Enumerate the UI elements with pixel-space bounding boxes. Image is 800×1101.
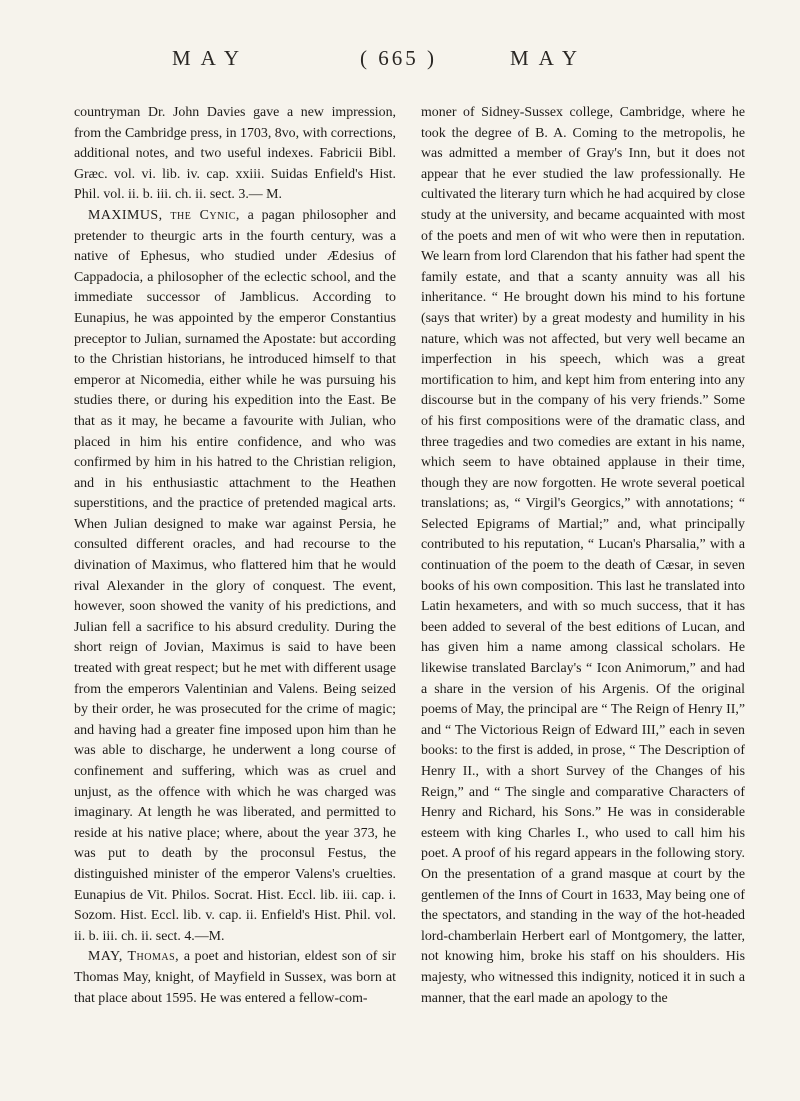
left-column xyxy=(74,103,396,1009)
entry-may xyxy=(74,947,396,1009)
running-header xyxy=(0,46,800,80)
header-right-word: MAY xyxy=(510,46,588,70)
entry-may-continuation: moner of Sidney-Sussex college, Cambridge, where he took the degree of B. A. Coming to the metropolis, he was admitted a member of Gray's Inn, but it does not appear that he ever studied the law professionally. He cultivated the literary turn which he had acquired by close study at the university, and became acquainted with most of the poets and men of wit who were then in reputation. We learn from lord Clarendon that his father had spent the family estate, and that a scanty annuity was all his inheritance. “ He brought down his mind to his fortune (says that writer) by a great modesty and humility in his nature, which was not affected, but very well became an imperfection in his speech, which was a great mortification to him, and kept him from entering into any discourse but in the company of his very friends.” Some of his first compositions were of the dramatic class, and three tragedies and two comedies are extant in his name, which seem to have obtained applause in their time, though they are now forgotten. He wrote several poetical translations; as, “ Virgil's Georgics,” with annotations; “ Selected Epigrams of Martial;” and, what principally contributed to his reputation, “ Lucan's Pharsalia,” with a continuation of the poem to the death of Cæsar, in seven books of his own composition. This last he translated into Latin hexameters, and with so much success, that it has been added to several of the best editions of Lucan, and has given him a name among classical scholars. He likewise translated Barclay's “ Icon Animorum,” and had a share in the version of his Argenis. Of the original poems of May, the principal are “ The Reign of Henry II,” and “ The Victorious Reign of Edward III,” each in seven books: to the first is added, in prose, “ The Description of Henry II., with a short Survey of the Changes of his Reign,” and “ The single and comparative Characters of Henry and Richard, his Sons.” He was in considerable esteem with king Charles I., who used to call him his poet. A proof of his regard appears in the following story. On the presentation of a grand masque at court by the gentlemen of the Inns of Court in 1633, May being one of the spectators, and standing in the way of the hot-headed lord-chamberlain Herbert earl of Montgomery, the latter, not knowing him, broke his staff on his shoulders. His majesty, who witnessed this indignity, noticed it in such a manner, that the earl made an apology to the xyxy=(421,105,745,1006)
entry-continuation-paragraph: countryman Dr. John Davies gave a new impression, from the Cambridge press, in 1703, 8vo, with corrections, additional notes, and two useful indexes. Fabricii Bibl. Græc. vol. vi. lib. iv. cap. xxiii. Suidas Enfield's Hist. Phil. vol. ii. b. iii. ch. ii. sect. 3.— M. xyxy=(74,105,396,203)
entry-body-maximus: a pagan philosopher and pretender to theurgic arts in the fourth century, was a native of Ephesus, who studied under Ædesius of Cappadocia, a philosopher of the eclectic school, and the immediate successor of Jamblicus. According to Eunapius, he was appointed by the emperor Constantius preceptor to Julian, surnamed the Apostate: but according to the Christian historians, he introduced himself to that emperor at Nicomedia, either while he was pursuing his studies there, or during his expedition into the East. Be that as it may, he became a favourite with Julian, who placed in him his entire confidence, and who was confirmed by him in his hatred to the Christian religion, and in his enthusiastic attachment to the Heathen superstitions, and the practice of pretended magical arts. When Julian designed to make war against Persia, he consulted different oracles, and had recourse to the divination of Maximus, who flattered him that he would rival Alexander in the glory of conquest. The event, however, soon showed the vanity of his predictions, and Julian fell a sacrifice to his absurd credulity. During the short reign of Jovian, Maximus is said to have been treated with great respect; but he met with different usage from the emperors Valentinian and Valens. Being seized by their order, he was prosecuted for the crime of magic; and having had a greater fine imposed upon him than he was able to discharge, he underwent a long course of confinement and suffering, which was as cruel and unjust, as the offence with which he was charged was imaginary. At length he was liberated, and permitted to reside at his native place; where, about the year 373, he was put to death by the proconsul Festus, the distinguished minister of the emperor Valens's cruelties. Eunapius de Vit. Philos. Socrat. Hist. Eccl. lib. iii. cap. i. Sozom. Hist. Eccl. lib. v. cap. ii. Enfield's Hist. Phil. vol. ii. b. iii. ch. ii. sect. 4.—M. xyxy=(74,207,396,944)
page-number: ( 665 ) xyxy=(360,46,437,70)
entry-epithet-maximus: the Cynic, xyxy=(170,207,240,223)
entry-headword-may: MAY, xyxy=(88,949,123,965)
right-column xyxy=(421,103,745,1009)
entry-headword-maximus: MAXIMUS, xyxy=(88,207,163,223)
entry-maximus xyxy=(74,206,396,947)
entry-body-may: a poet and historian, eldest son of sir Thomas May, knight, of Mayfield in Sussex, was born at that place about 1595. He was entered a fellow-com- xyxy=(74,949,397,1006)
header-left-word: MAY xyxy=(172,46,250,70)
entry-forename-may: Thomas, xyxy=(127,949,180,965)
